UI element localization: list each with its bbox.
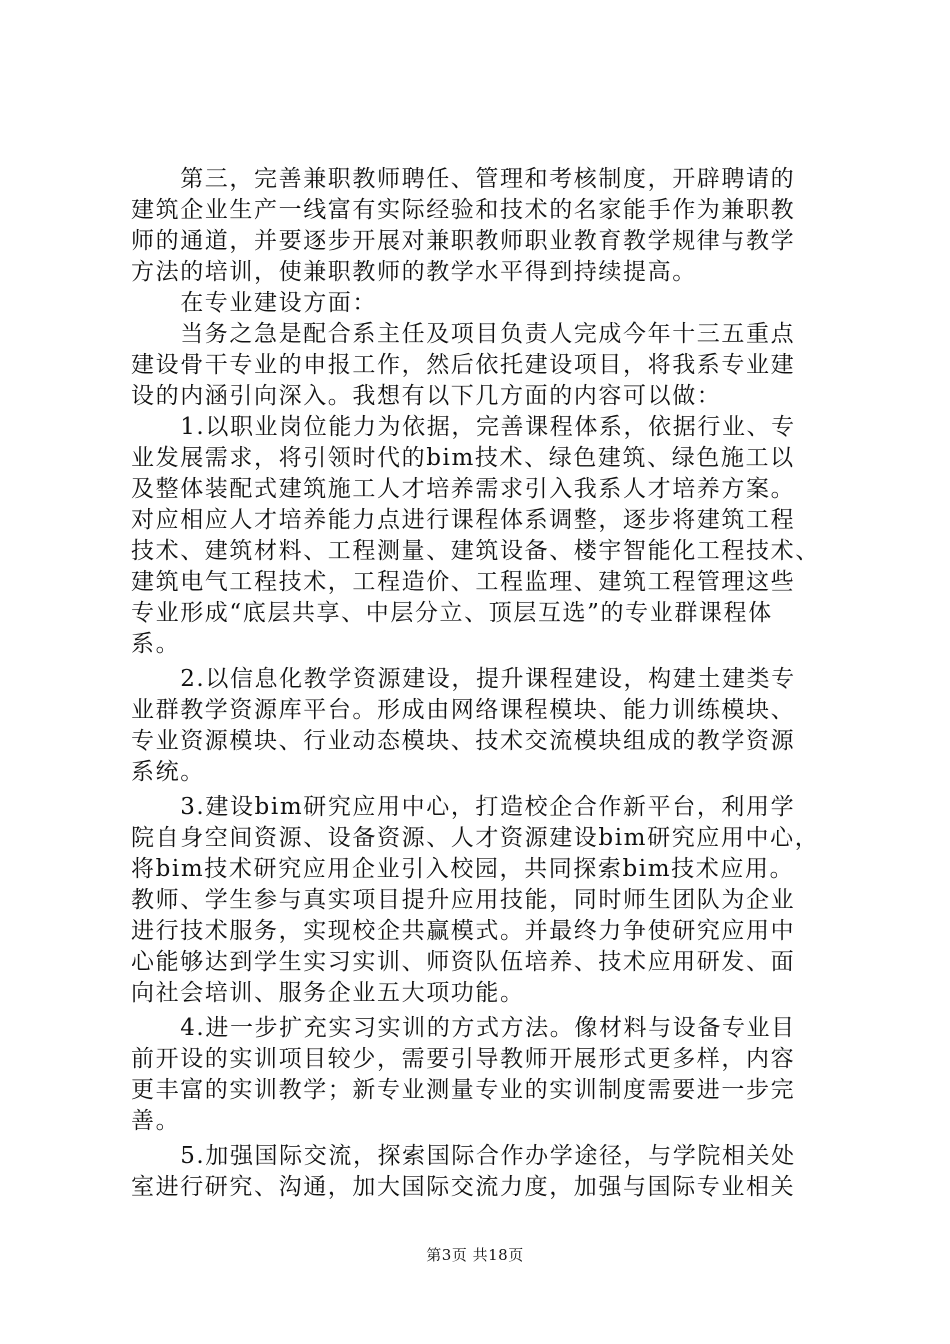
text-line: 向社会培训、服务企业五大项功能。 — [131, 980, 525, 1006]
text-line: 进行技术服务，实现校企共赢模式。并最终力争使研究应用中 — [131, 918, 796, 944]
text-line: 技术、建筑材料、工程测量、建筑设备、楼宇智能化工程技术、 — [131, 538, 820, 564]
text-line: 2.以信息化教学资源建设，提升课程建设，构建土建类专 — [131, 666, 796, 692]
text-line: 专业资源模块、行业动态模块、技术交流模块组成的教学资源 — [131, 728, 796, 754]
text-line: 教师、学生参与真实项目提升应用技能，同时师生团队为企业 — [131, 887, 796, 913]
text-line: 前开设的实训项目较少，需要引导教师开展形式更多样，内容 — [131, 1046, 796, 1072]
document-body — [131, 164, 831, 1203]
text-line: 系。 — [131, 631, 181, 657]
text-line: 对应相应人才培养能力点进行课程体系调整，逐步将建筑工程 — [131, 507, 796, 533]
text-line: 善。 — [131, 1108, 181, 1134]
text-line: 师的通道，并要逐步开展对兼职教师职业教育教学规律与教学 — [131, 228, 796, 254]
text-line: 设的内涵引向深入。我想有以下几方面的内容可以做： — [131, 383, 722, 409]
text-line: 第三，完善兼职教师聘任、管理和考核制度，开辟聘请的 — [131, 166, 796, 192]
page-number-footer: 第3页 共18页 — [426, 1246, 524, 1264]
text-line: 系统。 — [131, 759, 205, 785]
text-line: 1.以职业岗位能力为依据，完善课程体系，依据行业、专 — [131, 414, 796, 440]
text-line: 院自身空间资源、设备资源、人才资源建设bim研究应用中心， — [131, 825, 820, 851]
text-line: 将bim技术研究应用企业引入校园，共同探索bim技术应用。 — [131, 856, 795, 882]
text-line: 方法的培训，使兼职教师的教学水平得到持续提高。 — [131, 259, 697, 285]
text-line: 3.建设bim研究应用中心，打造校企合作新平台，利用学 — [131, 794, 796, 820]
text-line: 建筑企业生产一线富有实际经验和技术的名家能手作为兼职教 — [131, 197, 796, 223]
text-line: 当务之急是配合系主任及项目负责人完成今年十三五重点 — [131, 321, 796, 347]
text-line: 5.加强国际交流，探索国际合作办学途径，与学院相关处 — [131, 1143, 796, 1169]
text-line: 建设骨干专业的申报工作，然后依托建设项目，将我系专业建 — [131, 352, 796, 378]
text-line: 业群教学资源库平台。形成由网络课程模块、能力训练模块、 — [131, 697, 796, 723]
text-line: 更丰富的实训教学；新专业测量专业的实训制度需要进一步完 — [131, 1077, 796, 1103]
section-heading: 在专业建设方面： — [131, 290, 377, 316]
text-line: 专业形成“底层共享、中层分立、顶层互选”的专业群课程体 — [131, 600, 773, 626]
text-line: 建筑电气工程技术，工程造价、工程监理、建筑工程管理这些 — [131, 569, 796, 595]
text-line: 业发展需求，将引领时代的bim技术、绿色建筑、绿色施工以 — [131, 445, 795, 471]
text-line: 及整体装配式建筑施工人才培养需求引入我系人才培养方案。 — [131, 476, 796, 502]
text-line: 室进行研究、沟通，加大国际交流力度，加强与国际专业相关 — [131, 1174, 796, 1200]
text-line: 心能够达到学生实习实训、师资队伍培养、技术应用研发、面 — [131, 949, 796, 975]
text-line: 4.进一步扩充实习实训的方式方法。像材料与设备专业目 — [131, 1015, 796, 1041]
